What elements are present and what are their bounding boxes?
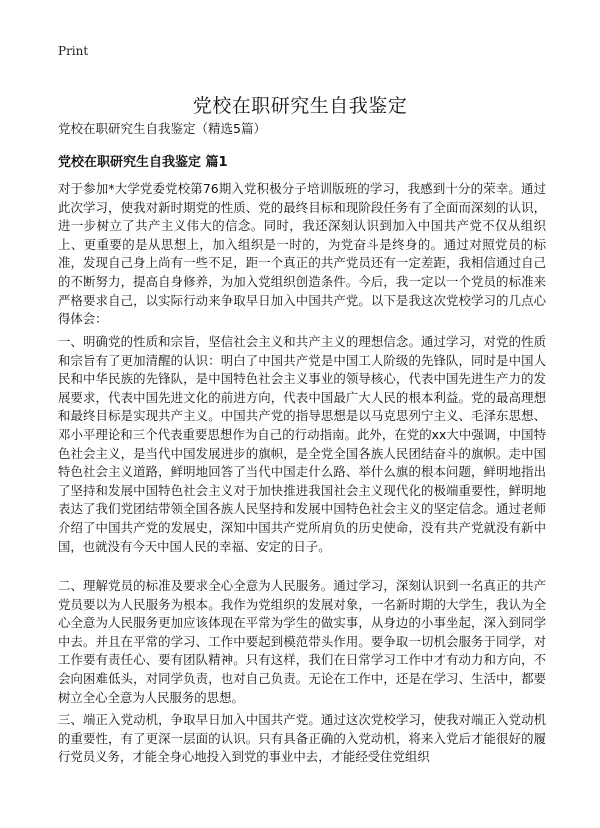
section-heading: 党校在职研究生自我鉴定 篇1 (58, 155, 228, 170)
document-subtitle: 党校在职研究生自我鉴定（精选5篇） (58, 121, 266, 136)
paragraph-point-3: 三、端正入党动机，争取早日加入中国共产党。通过这次党校学习，使我对端正入党动机的重要性，有了更深一层面的认识。只有具备正确的入党动机，将来入党后才能很好的履行党员义务，才能全身心地投入到党的事业中去，才能经受住党组织 (58, 712, 546, 765)
print-link[interactable]: Print (58, 44, 89, 58)
paragraph-intro: 对于参加*大学党委党校第76期入党积极分子培训版班的学习，我感到十分的荣幸。通过此次学习，使我对新时期党的性质、党的最终目标和现阶段任务有了全面而深刻的认识，进一步树立了共产主义伟大的信念。同时，我还深刻认识到加入中国共产党不仅从组织上、更重要的是从思想上，加入组织是一时的，为党奋斗是终身的。通过对照党员的标准，发现自己身上尚有一些不足，距一个真正的共产党员还有一定差距，我相信通过自己的不断努力，提高自身修养，为加入党组织创造条件。今后，我一定以一个党员的标准来严格要求自己，以实际行动来争取早日加入中国共产党。以下是我这次党校学习的几点心得体会： (58, 181, 546, 327)
document-title: 党校在职研究生自我鉴定 (192, 94, 408, 117)
paragraph-point-1: 一、明确党的性质和宗旨，坚信社会主义和共产主义的理想信念。通过学习，对党的性质和宗旨有了更加清醒的认识：明白了中国共产党是中国工人阶级的先锋队，同时是中国人民和中华民族的先锋队，是中国特色社会主义事业的领导核心，代表中国先进生产力的发展要求，代表中国先进文化的前进方向，代表中国最广大人民的根本利益。党的最高理想和最终目标是实现共产主义。中国共产党的指导思想是以马克思列宁主义、毛泽东思想、邓小平理论和三个代表重要思想作为自己的行动指南。此外，在党的xx大中强调，中国特色社会主义，是当代中国发展进步的旗帜，是全党全国各族人民团结奋斗的旗帜。走中国特色社会主义道路，鲜明地回答了当代中国走什么路、举什么旗的根本问题，鲜明地指出了坚持和发展中国特色社会主义对于加快推进我国社会主义现代化的极端重要性，鲜明地表达了我们党团结带领全国各族人民坚持和发展中国特色社会主义的坚定信念。通过老师介绍了中国共产党的发展史，深知中国共产党所肩负的历史使命，没有共产党就没有新中国，也就没有今天中国人民的幸福、安定的日子。 (58, 334, 546, 554)
paragraph-point-2: 二、理解党员的标准及要求全心全意为人民服务。通过学习，深刻认识到一名真正的共产党员要以为人民服务为根本。我作为党组织的发展对象，一名新时期的大学生，我认为全心全意为人民服务更加应该体现在平常为学生的做实事，从身边的小事坐起，深入到同学中去。并且在平常的学习、工作中要起到模范带头作用。要争取一切机会服务于同学，对工作要有责任心、要有团队精神。只有这样，我们在日常学习工作中才有动力和方向，不会向困难低头，对同学负责，也对自己负责。无论在工作中，还是在学习、生活中，都要树立全心全意为人民服务的思想。 (58, 578, 546, 705)
